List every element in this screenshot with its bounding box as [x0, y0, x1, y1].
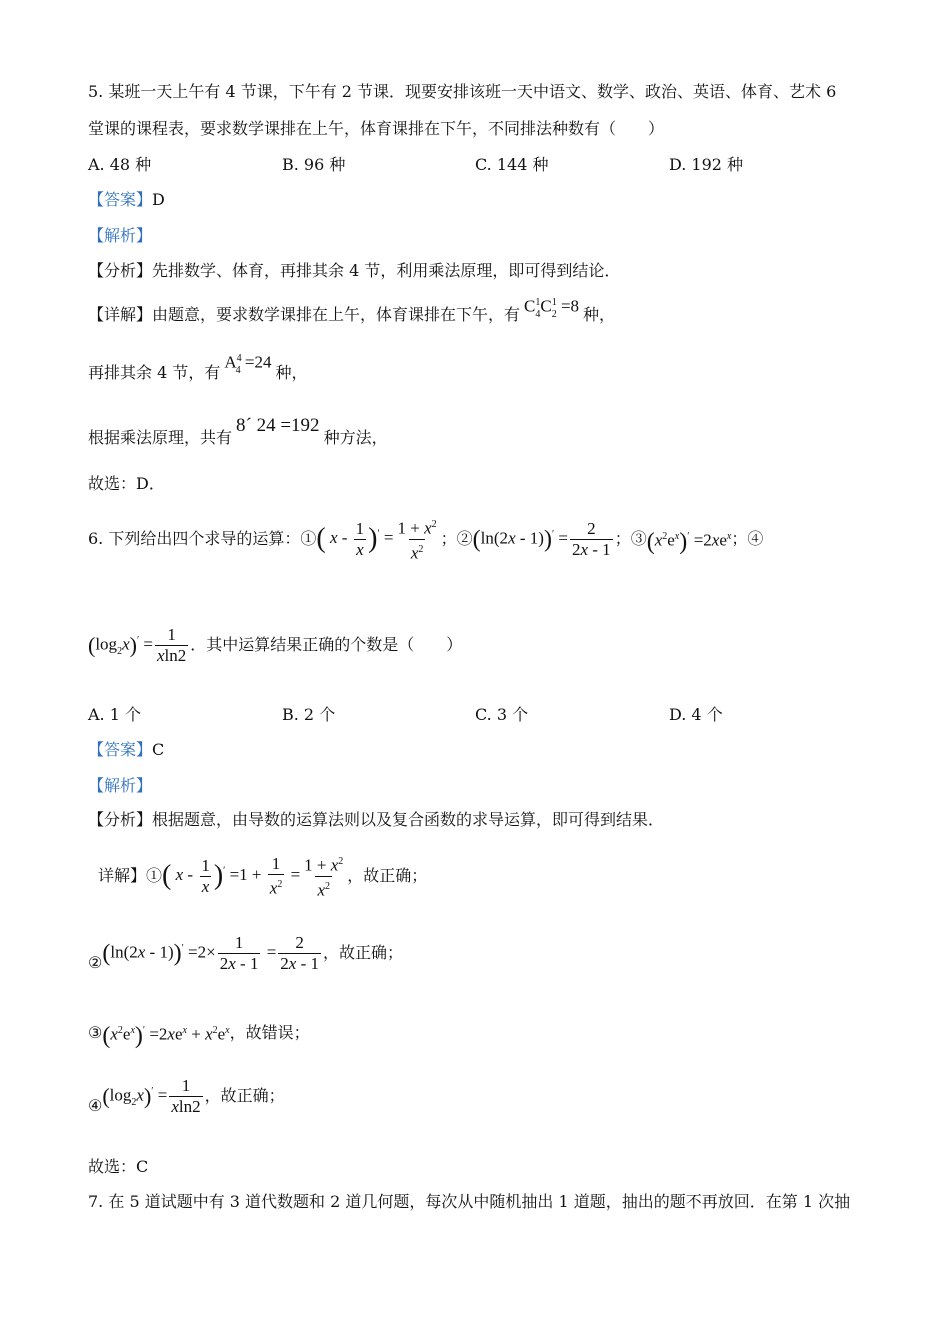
q6-stem-line2 — [88, 621, 462, 669]
q6-option-b: B. 2 个 — [282, 705, 336, 724]
q6-detail-3 — [88, 1018, 310, 1048]
q5-answer — [88, 190, 165, 210]
q6-detail-3-tail: ，故错误； — [229, 1023, 310, 1042]
q5-permutation-formula: $A^4_4 =24$ — [224, 353, 272, 376]
q5-line-a-tail: 种， — [275, 363, 308, 382]
q5-detail-text: 【详解】由题意，要求数学课排在上午，体育课排在下午，有 — [88, 305, 521, 324]
q6-formula-4: $(\log_2x)'$ = $\frac{1}{xln2}$ — [88, 624, 187, 665]
q6-detail-2-tail: ，故正确； — [323, 943, 404, 962]
q5-option-c: C. 144 种 — [475, 155, 549, 174]
q6-detail-2 — [88, 928, 403, 978]
q5-analysis-tag: 【解析】 — [88, 226, 153, 245]
q6-conclusion: 故选：C — [88, 1157, 149, 1176]
q6-answer-value: C — [152, 740, 165, 759]
q6-option-c: C. 3 个 — [475, 705, 529, 724]
q5-combination-formula: $C^1_4C^1_2 =8$ — [524, 297, 580, 320]
q6-detail-1-formula: ( x - $\frac{1}{x}$ )′ =1 + $\frac{1}{x^2}$ = $\frac{1 + x^2}{x^2}$ — [162, 853, 344, 900]
q6-detail-3-label: ③ — [88, 1023, 103, 1042]
q6-sep-3: ；③ — [614, 529, 647, 548]
q6-stem-line1 — [88, 512, 763, 566]
q6-detail-3-formula: $(x^2e^x)' =2xe^x + x^2e^x$ — [102, 1022, 230, 1049]
q6-detail-4-formula: $(\log_2x)'$ = $\frac{1}{xln2}$ — [102, 1075, 201, 1116]
q6-detail-1-tail: ，故正确； — [347, 866, 428, 885]
q5-option-a: A. 48 种 — [88, 155, 152, 174]
q6-detail-2-label: ② — [88, 953, 103, 972]
q5-line-a-text: 再排其余 4 节，有 — [88, 363, 221, 382]
q5-stem-line1: 5. 某班一天上午有 4 节课，下午有 2 节课．现要安排该班一天中语文、数学、政治、英语、体育、艺术 6 — [88, 82, 837, 101]
q6-detail-4-label: ④ — [88, 1096, 103, 1115]
q6-option-a: A. 1 个 — [88, 705, 141, 724]
q6-answer — [88, 740, 164, 760]
q5-detail-tail: 种， — [583, 305, 616, 324]
q5-stem-line2: 堂课的课程表，要求数学课排在上午，体育课排在下午，不同排法种数有（ ） — [88, 119, 665, 138]
q5-option-b: B. 96 种 — [282, 155, 346, 174]
q6-sep-4: ；④ — [731, 529, 764, 548]
q5-line-a — [88, 353, 308, 390]
q6-option-d: D. 4 个 — [669, 705, 723, 724]
q6-formula-3: $(x^2e^x)' =2xe^x$ — [646, 528, 732, 555]
q6-sep-2: ；② — [440, 529, 473, 548]
q5-line-b — [88, 413, 388, 451]
q5-answer-value: D — [152, 190, 165, 209]
q6-analysis-tag: 【解析】 — [88, 776, 153, 795]
q6-intro: 6. 下列给出四个求导的运算：① — [88, 529, 317, 548]
q5-product-formula: 8´ 24 =192 — [236, 415, 320, 436]
q5-conclusion: 故选：D． — [88, 474, 165, 493]
q6-detail-2-formula: (ln(2x - 1))′ =2× $\frac{1}{2x - 1}$ = $\frac{2}{2x - 1}$ — [102, 932, 320, 973]
q6-detail-4 — [88, 1070, 285, 1122]
q7-stem-line1: 7. 在 5 道试题中有 3 道代数题和 2 道几何题，每次从中随机抽出 1 道题，抽出的题不再放回．在第 1 次抽 — [88, 1192, 851, 1211]
q5-fenxi: 【分析】先排数学、体育，再排其余 4 节，利用乘法原理，即可得到结论． — [88, 261, 621, 280]
q6-detail-1 — [98, 848, 427, 904]
q6-stem-tail: ．其中运算结果正确的个数是（ ） — [190, 635, 463, 654]
q5-answer-tag: 【答案】 — [88, 190, 153, 209]
q6-formula-2: (ln(2x - 1))′ = $\frac{2}{2x - 1}$ — [472, 518, 611, 559]
q6-formula-1: ( x - $\frac{1}{x}$ )′ = $\frac{1 + x^2}{x^2}$ — [316, 518, 437, 563]
q5-line-b-tail: 种方法， — [323, 428, 388, 447]
q5-option-d: D. 192 种 — [669, 155, 744, 174]
q6-detail-1-label: 详解】① — [98, 866, 163, 885]
q5-line-b-text: 根据乘法原理，共有 — [88, 428, 233, 447]
q6-detail-4-tail: ，故正确； — [204, 1086, 285, 1105]
q6-fenxi: 【分析】根据题意，由导数的运算法则以及复合函数的求导运算，即可得到结果． — [88, 810, 665, 829]
q5-detail — [88, 298, 615, 332]
q6-answer-tag: 【答案】 — [88, 740, 153, 759]
